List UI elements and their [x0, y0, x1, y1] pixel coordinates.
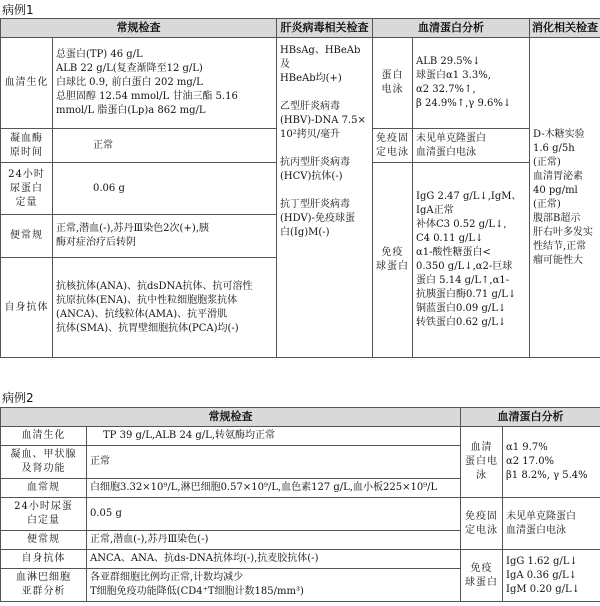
- case1-title: 病例1: [2, 3, 34, 17]
- case2-row-label: 血清生化: [1, 427, 87, 446]
- case2-row-value: ANCA、ANA、抗ds-DNA抗体均(-),抗麦胶抗体(-): [87, 550, 461, 569]
- case1-serum-label: 蛋白 电泳: [373, 38, 413, 129]
- case1-digestive-text: D-木糖实验 1.6 g/5h (正常) 血清胃泌素 40 pg/ml (正常) 腹部B超示 肝右叶多发实 性结节,正常 瘤可能性大: [530, 38, 600, 358]
- case2-row-label: 凝血、甲状腺 及肾功能: [1, 446, 87, 479]
- case1-row-value: 总蛋白(TP) 46 g/L ALB 22 g/L(复查渐降至12 g/L) 白球比 0.9, 前白蛋白 202 mg/L 总胆固醇 12.54 mmol/L 甘油三酯 5.16 mmol/L 脂蛋白(Lp)a 862 mg/L: [53, 38, 277, 129]
- case1-row-label: 24小时 尿蛋白 定量: [1, 163, 53, 215]
- case2-row-value: 白细胞3.32×10⁹/L,淋巴细胞0.57×10⁹/L,血色素127 g/L,血小板225×10⁹/L: [87, 479, 461, 498]
- case2-serum-value: 未见单克隆蛋白 血清蛋白电泳: [503, 498, 600, 550]
- case1-row-value: 正常: [53, 129, 277, 163]
- case2-row-label: 24小时尿蛋 白定量: [1, 498, 87, 531]
- case1-row-label: 血清生化: [1, 38, 53, 129]
- case1-row-value: 正常,潜血(-),苏丹Ⅲ染色2次(+),胰 酶对症治疗后转阴: [53, 215, 277, 258]
- case1-serum-label: 免疫 球蛋白: [373, 163, 413, 358]
- case1-serum-label: 免疫固 定电泳: [373, 129, 413, 163]
- case2-title: 病例2: [2, 391, 34, 405]
- case1-header-serum: 血清蛋白分析: [373, 19, 530, 38]
- case2-table: [0, 407, 600, 602]
- case1-row-value: 0.06 g: [53, 163, 277, 215]
- case1-row-value: 抗核抗体(ANA)、抗dsDNA抗体、抗可溶性 抗原抗体(ENA)、抗中性粒细胞胞浆抗体 (ANCA)、抗线粒体(AMA)、抗平滑肌 抗体(SMA)、抗胃壁细胞抗体(PCA)均(-): [53, 258, 277, 358]
- case1-hepatitis-text: HBsAg、HBeAb及 HBeAb均(+) 乙型肝炎病毒 (HBV)-DNA 7.5× 10²拷贝/毫升 抗丙型肝炎病毒 (HCV)抗体(-) 抗丁型肝炎病毒 (HDV)-免疫球蛋 白(Ig)M(-): [277, 38, 373, 358]
- case1-serum-value: IgG 2.47 g/L↓,IgM、 IgA正常 补体C3 0.52 g/L↓, C4 0.11 g/L↓ α1-酸性糖蛋白< 0.350 g/L↓,α2-巨球 蛋白 5.14 g/L↑,α1- 抗胰蛋白酶0.71 g/L↓ 铜蓝蛋白0.09 g/L↓ 转铁蛋白0.62 g/L↓: [413, 163, 530, 358]
- case1-row-label: 凝血酶 原时间: [1, 129, 53, 163]
- case2-row-label: 血淋巴细胞 亚群分析: [1, 569, 87, 602]
- case1-table: [0, 18, 600, 358]
- case2-serum-value: IgG 1.62 g/L↓ IgA 0.36 g/L↓ IgM 0.20 g/L↓: [503, 550, 600, 602]
- case1-header-hepatitis: 肝炎病毒相关检查: [277, 19, 373, 38]
- case2-row-value: 正常,潜血(-),苏丹Ⅲ染色(-): [87, 531, 461, 550]
- case1-header-digestive: 消化相关检查: [530, 19, 600, 38]
- case2-header-routine: 常规检查: [1, 408, 461, 427]
- case1-header-routine: 常规检查: [1, 19, 277, 38]
- case2-header-serum: 血清蛋白分析: [461, 408, 600, 427]
- case2-row-value: 各亚群细胞比例均正常,计数均减少 T细胞免疫功能降低(CD4⁺T细胞计数185/mm³): [87, 569, 461, 602]
- case2-row-value: 正常: [87, 446, 461, 479]
- case1-serum-value: 未见单克隆蛋白 血清蛋白电泳: [413, 129, 530, 163]
- case2-row-value: 0.05 g: [87, 498, 461, 531]
- case2-serum-label: 血清 蛋白电泳: [461, 427, 503, 498]
- case1-row-label: 自身抗体: [1, 258, 53, 358]
- case2-serum-value: α1 9.7% α2 17.0% β1 8.2%, γ 5.4%: [503, 427, 600, 498]
- case1-serum-value: ALB 29.5%↓ 球蛋白α1 3.3%, α2 32.7%↑, β 24.9%↑,γ 9.6%↓: [413, 38, 530, 129]
- case2-row-label: 血常规: [1, 479, 87, 498]
- case2-row-label: 自身抗体: [1, 550, 87, 569]
- case2-serum-label: 免疫 球蛋白: [461, 550, 503, 602]
- case2-row-label: 便常规: [1, 531, 87, 550]
- case2-serum-label: 免疫固 定电泳: [461, 498, 503, 550]
- case2-row-value: TP 39 g/L,ALB 24 g/L,转氨酶均正常: [87, 427, 461, 446]
- case1-row-label: 便常规: [1, 215, 53, 258]
